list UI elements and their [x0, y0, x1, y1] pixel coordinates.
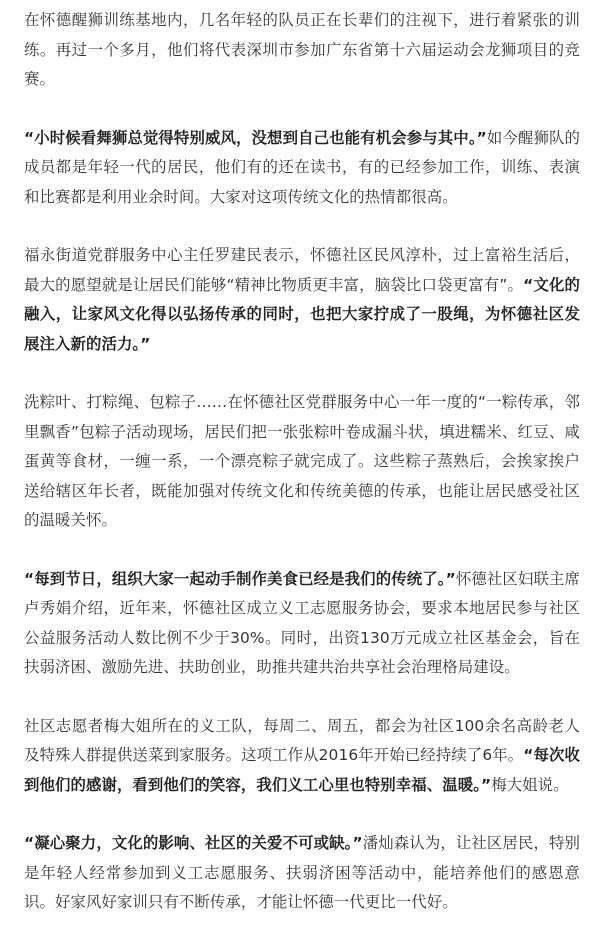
quote-text: “每到节日，组织大家一起动手制作美食已经是我们的传统了。”: [24, 569, 456, 588]
quote-text: “每次收到他们的感谢，看到他们的笑容，我们义工心里也特别幸福、温暖。”: [24, 746, 580, 794]
paragraph-4: [24, 388, 580, 536]
paragraph-5: [24, 565, 580, 683]
paragraph-text: 福永街道党群服务中心主任罗建民表示，怀德社区民风淳朴，过上富裕生活后，最大的愿望就是让居民们能够“精神比物质更丰富，脑袋比口袋更富有”。: [24, 246, 580, 294]
paragraph-text: 怀德社区妇联主席卢秀娟介绍，近年来，怀德社区成立义工志愿服务协会，要求本地居民参与社区公益服务活动人数比例不少于30%。同时，出资130万元成立社区基金会，旨在扶弱济困、激励先进、扶助创业，助推共建共治共享社会治理格局建设。: [24, 569, 580, 676]
paragraph-text: 社区志愿者梅大姐所在的义工队，每周二、周五，都会为社区100余名高龄老人及特殊人群提供送菜到家服务。这项工作从2016年开始已经持续了6年。: [24, 716, 580, 764]
article-body: [24, 6, 580, 918]
quote-text: “文化的融入，让家风文化得以弘扬传承的同时，也把大家拧成了一股绳，为怀德社区发展注入新的活力。”: [24, 275, 581, 353]
paragraph-7: [24, 829, 580, 918]
quote-text: “小时候看舞狮总觉得特别威风，没想到自己也能有机会参与其中。”: [24, 128, 487, 147]
paragraph-text: 梅大姐说。: [491, 775, 569, 794]
quote-text: “凝心聚力，文化的影响、社区的关爱不可或缺。”: [24, 834, 363, 852]
paragraph-2: [24, 124, 580, 213]
paragraph-text: 潘灿森认为，让社区居民，特别是年轻人经常参加到义工志愿服务、扶弱济困等活动中，能培养他们的感恩意识。好家风好家训只有不断传承，才能让怀德一代更比一代好。: [24, 834, 580, 911]
paragraph-3: [24, 241, 580, 359]
paragraph-text: 如今醒狮队的成员都是年轻一代的居民，他们有的还在读书，有的已经参加工作，训练、表演和比赛都是利用业余时间。大家对这项传统文化的热情都很高。: [24, 128, 580, 206]
paragraph-6: [24, 712, 580, 801]
paragraph-1: [24, 6, 580, 95]
paragraph-text: 在怀德醒狮训练基地内，几名年轻的队员正在长辈们的注视下，进行着紧张的训练。再过一个多月，他们将代表深圳市参加广东省第十六届运动会龙狮项目的竞赛。: [24, 11, 580, 88]
paragraph-text: 洗粽叶、打粽绳、包粽子……在怀德社区党群服务中心一年一度的“一粽传承，邻里飘香”包粽子活动现场，居民们把一张张粽叶卷成漏斗状，填进糯米、红豆、咸蛋黄等食材，一缠一系，一个漂亮粽子就完成了。这些粽子蒸熟后，会挨家挨户送给辖区年长者，既能加强对传统文化和传统美德的传承，也能让居民感受社区的温暖关怀。: [24, 393, 580, 529]
